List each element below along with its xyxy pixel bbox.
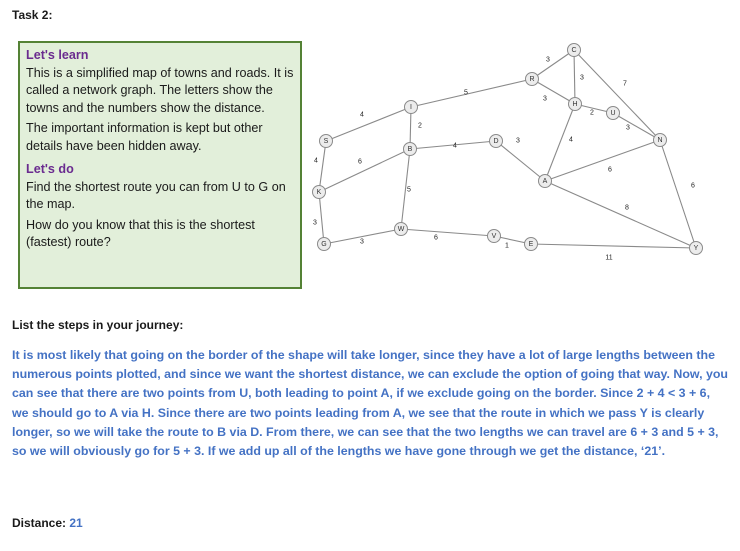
edge-U-N: [613, 113, 660, 140]
edge-C-N: [574, 50, 660, 140]
edge-S-I: [326, 107, 411, 141]
node-label-I: I: [410, 104, 412, 111]
node-label-K: K: [316, 189, 322, 196]
edge-D-A: [496, 141, 545, 181]
edge-A-N: [545, 140, 660, 181]
edge-weight-C-N: 7: [623, 80, 627, 88]
edge-weight-G-W: 3: [360, 238, 364, 246]
edge-weight-A-N: 6: [608, 166, 612, 174]
learn-paragraph-2: The important information is kept but other details have been hidden away.: [26, 121, 263, 153]
lets-learn-heading: Let's learn: [26, 48, 89, 62]
node-label-S: S: [323, 138, 329, 145]
edge-weight-I-B: 2: [418, 122, 422, 130]
edge-weight-W-V: 6: [434, 234, 438, 242]
node-label-U: U: [610, 110, 616, 117]
steps-label: List the steps in your journey:: [12, 318, 184, 332]
edge-weight-H-A: 4: [569, 136, 573, 144]
edge-K-B: [319, 149, 410, 192]
edge-W-V: [401, 229, 494, 236]
edge-weight-I-R: 5: [464, 89, 468, 97]
node-label-H: H: [572, 101, 578, 108]
edge-weight-U-N: 3: [626, 124, 630, 132]
edge-R-C: [532, 50, 574, 79]
do-paragraph-1: Find the shortest route you can from U to G on the map.: [26, 179, 286, 211]
edge-weight-E-Y: 11: [605, 254, 613, 262]
edge-A-Y: [545, 181, 696, 248]
distance-label: Distance:: [12, 516, 67, 530]
edge-weight-D-A: 3: [516, 137, 520, 145]
task-title: Task 2:: [12, 8, 53, 22]
node-label-Y: Y: [693, 245, 699, 252]
edge-E-Y: [531, 244, 696, 248]
edge-weight-R-C: 3: [546, 56, 550, 64]
edge-weight-A-Y: 8: [625, 204, 629, 212]
edge-weight-S-K: 4: [314, 157, 318, 165]
distance-line: [12, 516, 83, 530]
node-label-W: W: [397, 226, 405, 233]
edge-weight-W-B: 5: [407, 186, 411, 194]
edge-weight-V-E: 1: [505, 242, 509, 250]
answer-text: It is most likely that going on the border of the shape will take longer, since they have a lot of large lengths between the numerous points plotted, and since we want the shortest distance, we can exclude the option of going that way. Now, you can see that there are two points from U, both leading to point A, if we exclude going on the border. Since 2 + 4 < 3 + 6, we should go to A via H. Since there are two points leading from A, we see that the route in which we pass Y is clearly longer, so we will take the route to B via D. From there, we can see that the two lengths we can travel are 6 + 3 and 5 + 3, so we will obviously go for 5 + 3. If we add up all of the lengths we have gone through we get the distance, ‘21’.: [12, 348, 728, 459]
edge-weight-R-H: 3: [543, 95, 547, 103]
node-label-V: V: [491, 233, 497, 240]
do-paragraph-2: How do you know that this is the shortest (fastest) route?: [26, 217, 255, 249]
node-label-R: R: [529, 76, 535, 83]
lets-do-heading: Let's do: [26, 162, 74, 176]
edge-K-G: [319, 192, 324, 244]
edge-S-K: [319, 141, 326, 192]
learn-paragraph-1: This is a simplified map of towns and roads. It is called a network graph. The letters show the towns and the numbers show the distance.: [26, 65, 294, 115]
edge-weight-C-H: 3: [580, 74, 584, 82]
node-label-D: D: [493, 138, 499, 145]
edge-I-R: [411, 79, 532, 107]
edge-R-H: [532, 79, 575, 104]
distance-value: 21: [69, 516, 83, 530]
edge-C-H: [574, 50, 575, 104]
edge-weight-K-B: 6: [358, 158, 362, 166]
node-label-N: N: [657, 137, 663, 144]
node-label-A: A: [542, 178, 548, 185]
node-label-C: C: [571, 47, 577, 54]
edge-weight-N-Y: 6: [691, 182, 695, 190]
node-label-E: E: [528, 241, 534, 248]
edge-N-Y: [660, 140, 696, 248]
edge-weight-S-I: 4: [360, 111, 364, 119]
node-label-G: G: [321, 241, 327, 248]
edge-weight-B-D: 4: [453, 142, 457, 150]
edge-weight-K-G: 3: [313, 219, 317, 227]
edge-weight-H-U: 2: [590, 109, 594, 117]
node-label-B: B: [407, 146, 413, 153]
